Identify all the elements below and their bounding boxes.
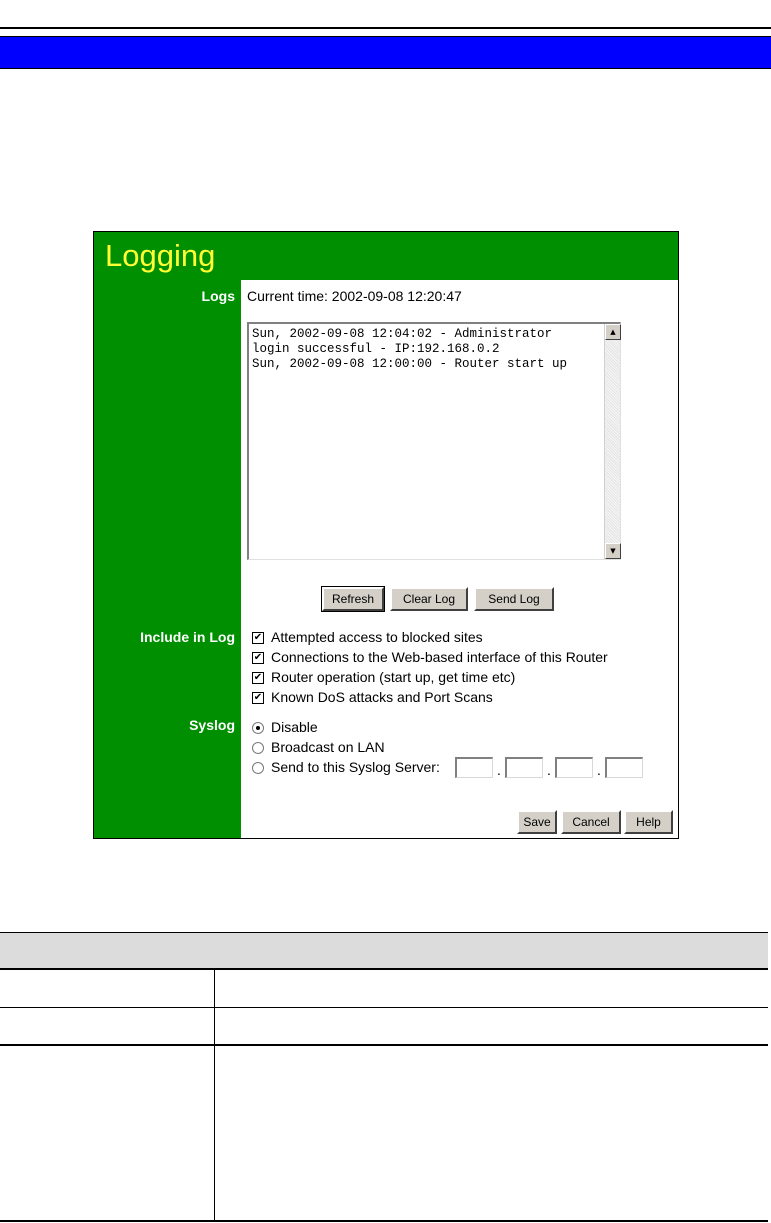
syslog-ip-octet-1[interactable]	[455, 757, 493, 778]
radio-syslog-server[interactable]	[252, 762, 264, 774]
table-row	[0, 1046, 768, 1222]
include-in-log-label: Include in Log	[140, 629, 235, 645]
radio-label: Send to this Syslog Server:	[271, 759, 440, 775]
panel-header	[94, 232, 678, 280]
ip-separator: .	[497, 762, 501, 778]
radio-broadcast-lan[interactable]	[252, 742, 264, 754]
logs-label: Logs	[201, 288, 235, 304]
arrow-down-icon[interactable]: ▼	[605, 543, 621, 559]
radio-label: Broadcast on LAN	[271, 739, 385, 755]
log-text: Sun, 2002-09-08 12:04:02 - Administrator login successful - IP:192.168.0.2 Sun, 2002-09-08 12:00:00 - Router start up	[252, 327, 568, 371]
save-button[interactable]: Save	[517, 810, 557, 834]
help-button[interactable]: Help	[624, 810, 673, 834]
checkbox-web-interface[interactable]: ✔	[253, 652, 263, 663]
syslog-ip-octet-4[interactable]	[605, 757, 643, 778]
option-label: Attempted access to blocked sites	[271, 629, 483, 645]
send-log-button[interactable]: Send Log	[474, 587, 554, 611]
column-divider	[214, 1046, 215, 1220]
ip-separator: .	[597, 762, 601, 778]
section-header-band	[0, 36, 771, 69]
radio-disable[interactable]	[252, 722, 264, 734]
page-title: Logging	[105, 238, 216, 273]
ip-separator: .	[547, 762, 551, 778]
cancel-button[interactable]: Cancel	[561, 810, 621, 834]
checkbox-router-operation[interactable]: ✔	[253, 672, 263, 683]
column-divider	[214, 970, 215, 1007]
arrow-up-icon[interactable]: ▲	[605, 324, 621, 340]
table-row	[0, 1008, 768, 1046]
option-label: Known DoS attacks and Port Scans	[271, 689, 493, 705]
checkbox-dos-attacks[interactable]: ✔	[253, 692, 263, 703]
option-label: Router operation (start up, get time etc)	[271, 669, 516, 685]
log-scrollbar[interactable]	[604, 324, 620, 559]
top-rule	[0, 27, 771, 29]
current-time: Current time: 2002-09-08 12:20:47	[247, 288, 462, 304]
checkbox-blocked-sites[interactable]: ✔	[253, 632, 263, 643]
refresh-button[interactable]: Refresh	[322, 587, 384, 611]
log-textarea[interactable]	[247, 322, 621, 560]
table-row	[0, 970, 768, 1008]
column-divider	[214, 1008, 215, 1044]
clear-log-button[interactable]: Clear Log	[390, 587, 468, 611]
option-label: Connections to the Web-based interface of this Router	[271, 649, 608, 665]
logging-panel	[93, 231, 679, 839]
table-header	[0, 932, 768, 970]
syslog-label: Syslog	[189, 717, 235, 733]
syslog-ip-octet-2[interactable]	[505, 757, 543, 778]
sidebar	[94, 280, 241, 838]
radio-label: Disable	[271, 719, 318, 735]
syslog-ip-octet-3[interactable]	[555, 757, 593, 778]
